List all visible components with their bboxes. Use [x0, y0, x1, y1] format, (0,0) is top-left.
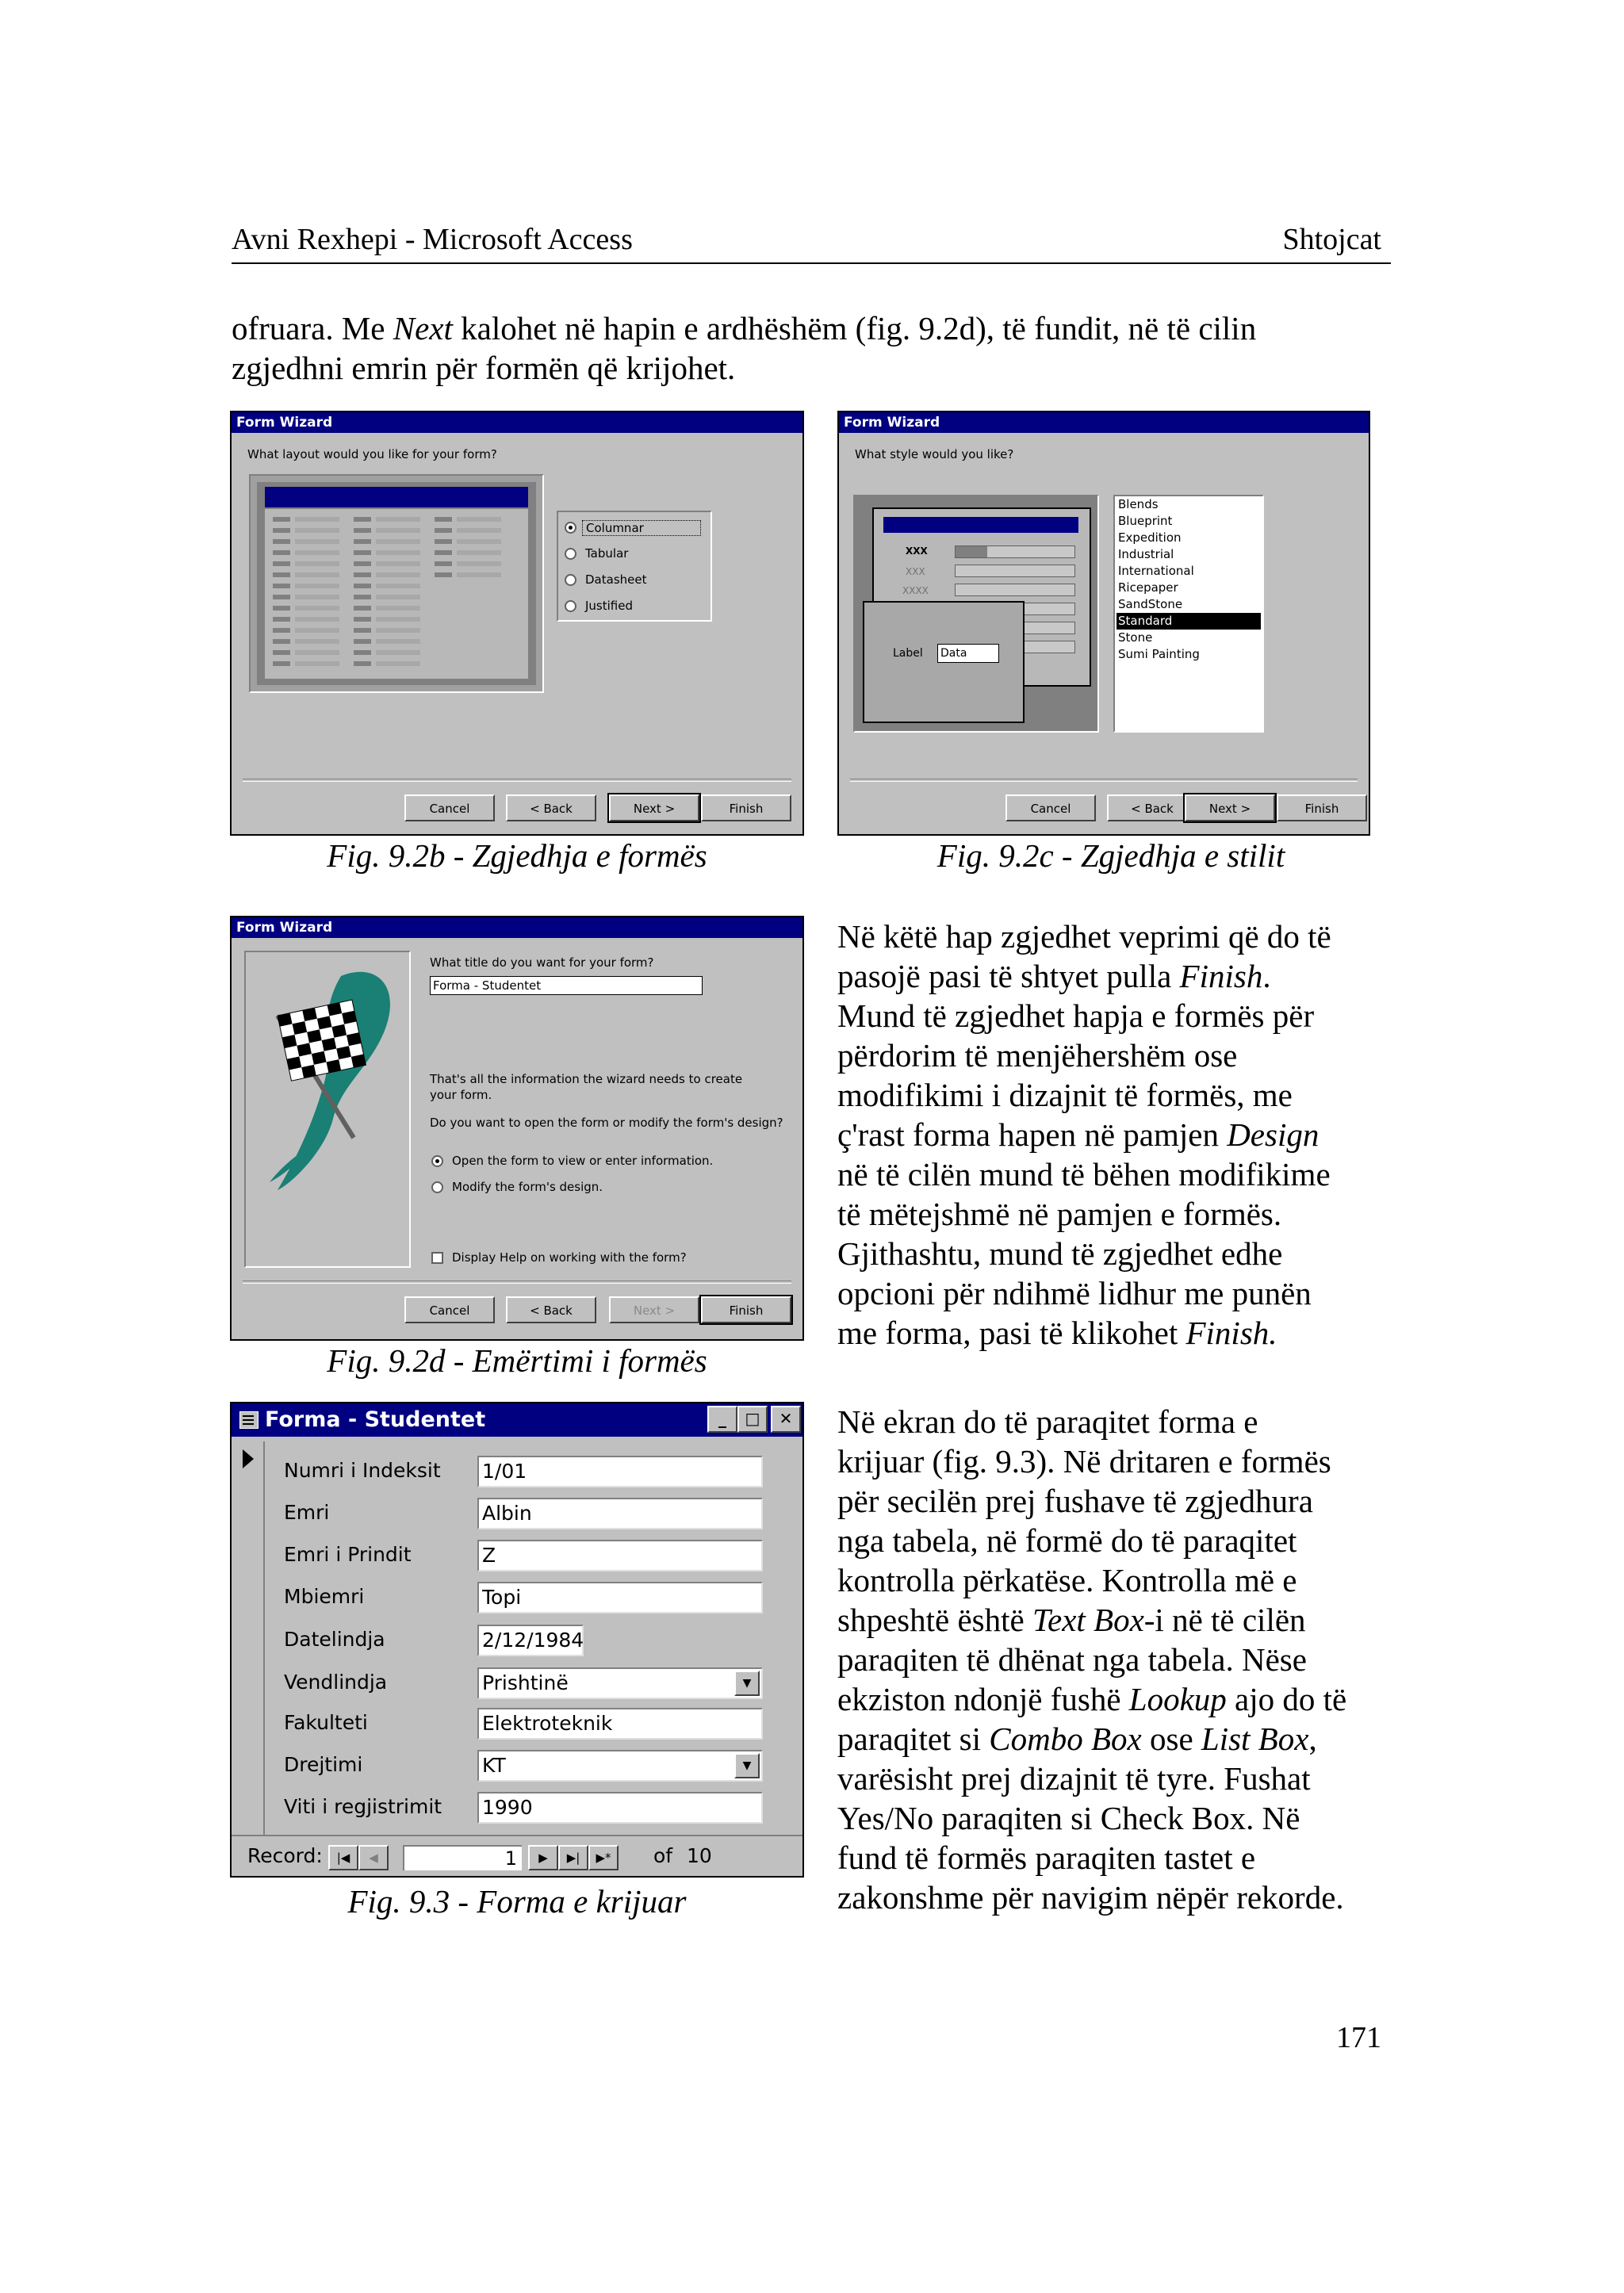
para2-line: kontrolla përkatëse. Kontrolla më e [837, 1562, 1297, 1598]
radio-open-form[interactable] [431, 1155, 443, 1167]
radio-modify-design[interactable] [431, 1181, 443, 1193]
preview-label-bar [273, 550, 290, 555]
preview-field-bar [376, 550, 420, 555]
combo-value: Prishtinë [482, 1671, 569, 1694]
preview-label-bar [354, 517, 371, 522]
caption-fig-9-2d: Fig. 9.2d - Emërtimi i formës [327, 1342, 707, 1379]
style-list-item[interactable]: SandStone [1118, 597, 1183, 611]
para2-line: paraqitet si Combo Box ose List Box, [837, 1721, 1317, 1757]
preview-field-bar [376, 628, 420, 633]
checkered-flag-icon [246, 952, 409, 1266]
preview-field-bar [457, 528, 501, 533]
preview-field-bar [376, 661, 420, 666]
wizard-d-picture-frame [244, 951, 411, 1268]
current-record-arrow-icon [243, 1449, 254, 1468]
para1-line: Në këtë hap zgjedhet veprimi që do të [837, 918, 1331, 955]
style-list-item[interactable]: Stone [1118, 630, 1153, 645]
back-button[interactable]: < Back [1107, 794, 1197, 821]
field-label: Drejtimi [284, 1753, 363, 1776]
preview-label-bar [435, 561, 452, 566]
preview-label-text: Label [893, 647, 923, 660]
wizard-c-prompt: What style would you like? [855, 447, 1014, 461]
preview-label-bar [354, 550, 371, 555]
preview-label-bar [354, 572, 371, 577]
preview-label-bar [273, 561, 290, 566]
cancel-button[interactable]: Cancel [404, 794, 495, 821]
preview-label-bar [273, 639, 290, 644]
style-list-item[interactable]: International [1118, 564, 1194, 578]
field-label: Datelindja [284, 1628, 385, 1651]
form-studentet-window [230, 1402, 804, 1878]
new-record-button[interactable]: ▶* [588, 1845, 619, 1870]
style-list[interactable] [1113, 495, 1264, 733]
para1-line: me forma, pasi të klikohet Finish. [837, 1315, 1277, 1351]
preview-field-bar [457, 539, 501, 544]
preview-field-bar [295, 639, 339, 644]
close-icon[interactable]: ✕ [771, 1406, 801, 1433]
style-list-item[interactable]: Blueprint [1118, 514, 1173, 528]
page-number: 171 [1336, 2021, 1381, 2054]
wizard-c-titlebar: Form Wizard [839, 412, 1369, 433]
preview-label-bar [354, 539, 371, 544]
para2-line: fund të formës paraqiten tastet e [837, 1839, 1256, 1876]
first-record-button[interactable]: |◀ [328, 1845, 358, 1870]
field-label: Fakulteti [284, 1711, 368, 1734]
preview-field-bar [295, 595, 339, 599]
preview-field-bar [295, 617, 339, 622]
header-rule [232, 262, 1391, 264]
preview-label-bar [273, 661, 290, 666]
preview-label-bar [273, 617, 290, 622]
para1-line: Mund të zgjedhet hapja e formës për [837, 997, 1315, 1034]
preview-field-bar [295, 572, 339, 577]
maximize-icon[interactable]: □ [737, 1406, 768, 1433]
dropdown-arrow-icon[interactable]: ▼ [734, 1671, 760, 1696]
current-record-input[interactable]: 1 [403, 1845, 522, 1870]
preview-label-bar [273, 584, 290, 588]
para1-line: modifikimi i dizajnit të formës, me [837, 1077, 1293, 1113]
preview-field-bar [376, 561, 420, 566]
field-emri-prindit[interactable]: Z [477, 1540, 763, 1571]
field-emri[interactable]: Albin [477, 1498, 763, 1529]
intro-line-1: ofruara. Me Next kalohet në hapin e ardhëshëm (fig. 9.2d), të fundit, në të cilin [232, 310, 1257, 346]
radio-tabular[interactable] [565, 548, 576, 560]
para2-line: ekziston ndonjë fushë Lookup ajo do të [837, 1681, 1347, 1717]
field-label: Viti i regjistrimit [284, 1795, 442, 1818]
preview-label-bar [354, 606, 371, 611]
running-header-right: Shtojcat [1282, 223, 1381, 256]
preview-field-bar [376, 572, 420, 577]
field-viti-regjistrimit[interactable]: 1990 [477, 1792, 763, 1824]
preview-field-bar [376, 517, 420, 522]
form-wizard-style-window [837, 411, 1370, 836]
para2-line: Yes/No paraqiten si Check Box. Në [837, 1800, 1300, 1836]
next-button[interactable]: Next > [1185, 794, 1275, 821]
preview-label-bar [435, 572, 452, 577]
para2-line: krijuar (fig. 9.3). Në dritaren e formës [837, 1443, 1331, 1480]
option-columnar-label: Columnar [582, 520, 701, 536]
para1-line: ç'rast forma hapen në pamjen Design [837, 1116, 1320, 1153]
field-numri-indeksit[interactable]: 1/01 [477, 1456, 763, 1487]
preview-label-bar [354, 561, 371, 566]
option-tabular-label: Tabular [585, 546, 629, 561]
preview-label-bar [273, 628, 290, 633]
record-total: 10 [687, 1844, 712, 1867]
para2-line: shpeshtë është Text Box-i në të cilën [837, 1602, 1306, 1638]
preview-field-bar [457, 561, 501, 566]
preview-label-bar [273, 528, 290, 533]
back-button[interactable]: < Back [506, 794, 596, 821]
option-modify-design-label: Modify the form's design. [452, 1180, 603, 1194]
preview-label-bar [354, 528, 371, 533]
style-list-item[interactable]: Expedition [1118, 530, 1182, 545]
preview-label-bar [435, 550, 452, 555]
preview-field-bar [376, 584, 420, 588]
para1-line: të mëtejshmë në pamjen e formës. [837, 1196, 1282, 1232]
preview-field-bar [376, 606, 420, 611]
preview-data-box: Data [937, 644, 999, 663]
next-button[interactable]: Next > [609, 794, 699, 821]
minimize-icon[interactable]: _ [707, 1406, 737, 1433]
help-checkbox[interactable] [431, 1252, 443, 1264]
field-datelindja[interactable]: 2/12/1984 [477, 1625, 584, 1656]
preview-label-bar [435, 528, 452, 533]
preview-field-bar [295, 539, 339, 544]
option-justified-label: Justified [585, 599, 633, 613]
para1-line: opcioni për ndihmë lidhur me punën [837, 1275, 1312, 1311]
preview-field-bar [295, 584, 339, 588]
record-selector[interactable] [236, 1441, 265, 1835]
wizard-b-titlebar: Form Wizard [232, 412, 802, 433]
form-titlebar [232, 1403, 802, 1437]
form-wizard-title-window [230, 916, 804, 1341]
caption-fig-9-2b: Fig. 9.2b - Zgjedhja e formës [327, 837, 707, 874]
cancel-button[interactable]: Cancel [1005, 794, 1096, 821]
preview-field-bar [376, 617, 420, 622]
preview-label-bar [354, 661, 371, 666]
preview-field-bar [457, 550, 501, 555]
wizard-d-info: That's all the information the wizard needs to create your form. [430, 1072, 743, 1102]
preview-field-bar [457, 572, 501, 577]
preview-label-bar [273, 650, 290, 655]
cancel-button[interactable]: Cancel [404, 1296, 495, 1323]
caption-fig-9-3: Fig. 9.3 - Forma e krijuar [347, 1883, 687, 1920]
field-mbiemri[interactable]: Topi [477, 1582, 763, 1614]
preview-label-bar [273, 539, 290, 544]
preview-label-bar [435, 517, 452, 522]
finish-button[interactable]: Finish [701, 1296, 791, 1323]
record-label: Record: [247, 1844, 323, 1867]
preview-label-bar [354, 639, 371, 644]
para2-line: Në ekran do të paraqitet forma e [837, 1403, 1258, 1440]
para1-line: përdorim të menjëhershëm ose [837, 1037, 1238, 1074]
preview-label-bar [354, 628, 371, 633]
preview-xxx-2: XXX [906, 566, 925, 577]
preview-label-bar [354, 595, 371, 599]
preview-label-bar [354, 584, 371, 588]
para1-line: në të cilën mund të bëhen modifikime [837, 1156, 1331, 1192]
wizard-d-question: Do you want to open the form or modify the form's design? [430, 1116, 783, 1130]
field-label: Emri i Prindit [284, 1543, 412, 1566]
field-label: Numri i Indeksit [284, 1459, 441, 1482]
preview-label-bar [354, 650, 371, 655]
field-label: Vendlindja [284, 1671, 388, 1694]
preview-field-bar [295, 528, 339, 533]
field-drejtimi-combo[interactable] [477, 1750, 763, 1782]
preview-field-bar [376, 650, 420, 655]
wizard-b-separator [243, 779, 791, 782]
wizard-b-prompt: What layout would you like for your form? [247, 447, 497, 461]
running-header-left: Avni Rexhepi - Microsoft Access [232, 223, 633, 256]
para2-line: zakonshme për navigim nëpër rekorde. [837, 1879, 1344, 1916]
style-list-item[interactable]: Sumi Painting [1118, 647, 1200, 661]
para1-line: Gjithashtu, mund të zgjedhet edhe [837, 1235, 1283, 1272]
combo-value: KT [482, 1754, 506, 1777]
preview-field-bar [295, 606, 339, 611]
style-list-item[interactable]: Blends [1118, 497, 1159, 511]
preview-field-bar [295, 561, 339, 566]
preview-label-bar [273, 595, 290, 599]
preview-label-bar [435, 539, 452, 544]
record-of-label: of [653, 1844, 673, 1867]
wizard-d-titlebar: Form Wizard [232, 917, 802, 938]
preview-label-bar [273, 572, 290, 577]
preview-field-bar [376, 639, 420, 644]
preview-xxx-1: XXX [906, 545, 928, 557]
para2-line: paraqiten të dhënat nga tabela. Nëse [837, 1641, 1307, 1678]
para2-line: nga tabela, në formë do të paraqitet [837, 1522, 1297, 1559]
last-record-button[interactable]: ▶| [558, 1845, 588, 1870]
field-fakulteti[interactable]: Elektroteknik [477, 1708, 763, 1740]
preview-field-bar [295, 550, 339, 555]
finish-button[interactable]: Finish [1277, 794, 1367, 821]
option-open-form-label: Open the form to view or enter information. [452, 1154, 714, 1168]
form-title: Forma - Studentet [265, 1407, 486, 1432]
radio-columnar[interactable] [565, 522, 576, 534]
para1-line: pasojë pasi të shtyet pulla Finish. [837, 958, 1271, 994]
preview-field-bar [295, 628, 339, 633]
back-button[interactable]: < Back [506, 1296, 596, 1323]
option-datasheet-label: Datasheet [585, 572, 647, 587]
form-wizard-layout-window [230, 411, 804, 836]
next-record-button[interactable]: ▶ [528, 1845, 558, 1870]
wizard-d-separator [243, 1280, 791, 1284]
wizard-c-separator [850, 779, 1358, 782]
finish-button[interactable]: Finish [701, 794, 791, 821]
radio-justified[interactable] [565, 600, 576, 612]
style-list-item[interactable]: Ricepaper [1118, 580, 1178, 595]
preview-field-bar [457, 517, 501, 522]
preview-field-bar [295, 517, 339, 522]
style-list-item[interactable]: Industrial [1118, 547, 1174, 561]
preview-field-bar [376, 528, 420, 533]
radio-datasheet[interactable] [565, 574, 576, 586]
next-button[interactable]: Next > [609, 1296, 699, 1323]
preview-field-bar [376, 539, 420, 544]
field-vendlindja-combo[interactable] [477, 1667, 763, 1699]
caption-fig-9-2c: Fig. 9.2c - Zgjedhja e stilit [936, 837, 1285, 874]
preview-field-bar [295, 650, 339, 655]
dropdown-arrow-icon[interactable]: ▼ [734, 1753, 760, 1778]
record-navigation-bar [232, 1835, 802, 1878]
style-preview [853, 495, 1099, 733]
preview-label-bar [273, 517, 290, 522]
form-icon [239, 1411, 259, 1429]
intro-line-2: zgjedhni emrin për formën që krijohet. [232, 350, 736, 386]
form-title-input[interactable]: Forma - Studentet [430, 976, 703, 995]
para2-line: varësisht prej dizajnit të tyre. Fushat [837, 1760, 1311, 1797]
preview-xxx-3: XXXX [902, 585, 929, 596]
layout-preview [249, 474, 544, 693]
preview-field-bar [376, 595, 420, 599]
style-list-item-selected[interactable]: Standard [1116, 613, 1261, 630]
wizard-d-prompt: What title do you want for your form? [430, 955, 654, 970]
help-checkbox-label: Display Help on working with the form? [452, 1250, 687, 1265]
preview-label-bar [354, 617, 371, 622]
field-label: Emri [284, 1501, 330, 1524]
previous-record-button[interactable]: ◀ [358, 1845, 389, 1870]
para2-line: për secilën prej fushave të zgjedhura [837, 1483, 1313, 1519]
field-label: Mbiemri [284, 1585, 365, 1608]
preview-label-bar [273, 606, 290, 611]
preview-field-bar [295, 661, 339, 666]
